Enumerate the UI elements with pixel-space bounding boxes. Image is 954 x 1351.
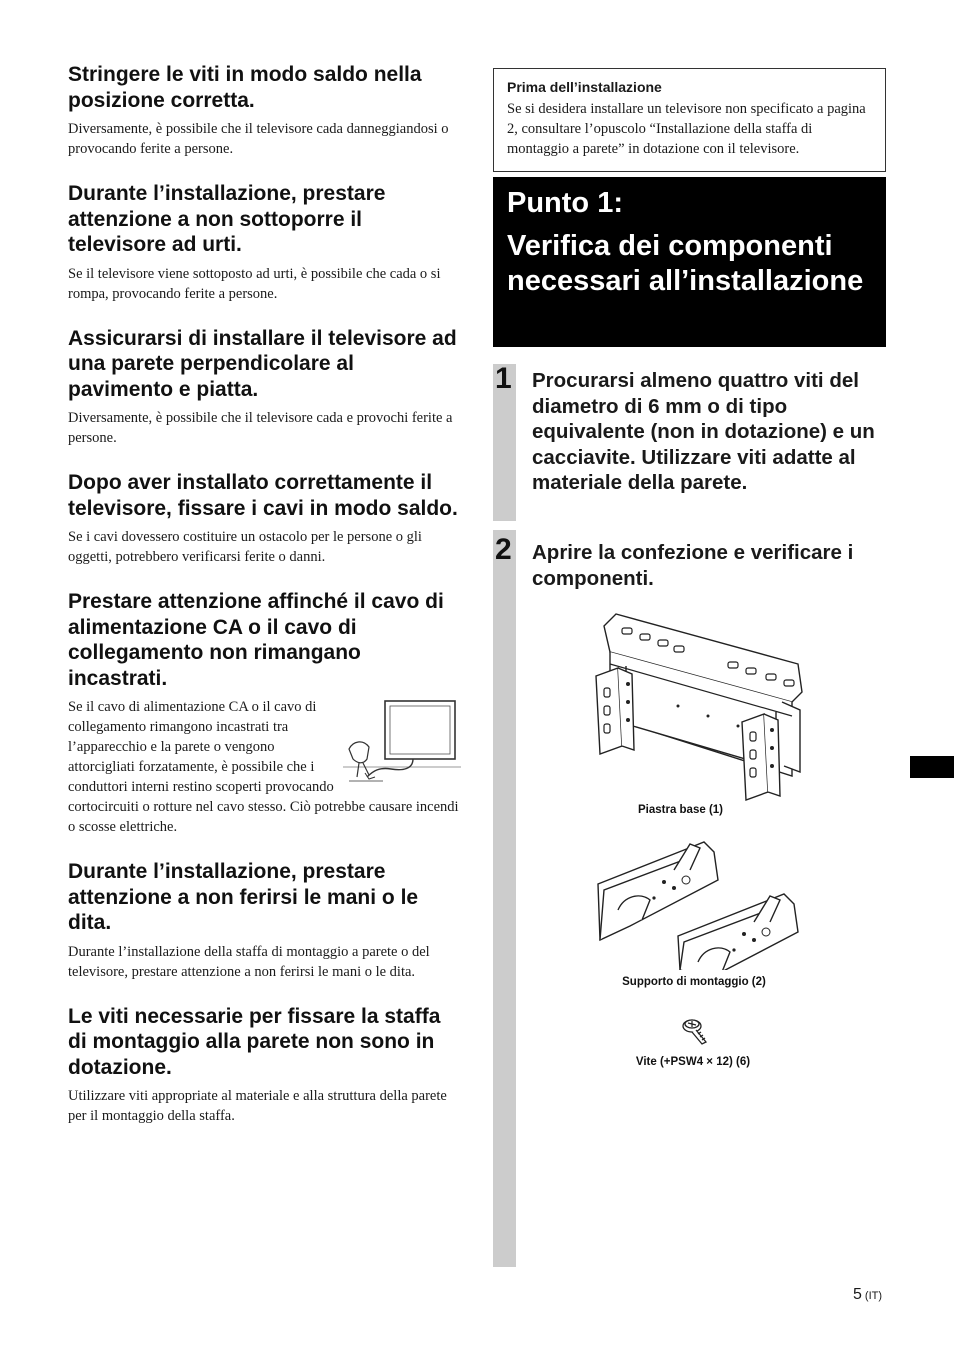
base-plate-illustration	[588, 606, 810, 802]
safety-section-1	[68, 62, 461, 159]
screws-caption: Vite (+PSW4 × 12) (6)	[635, 1056, 751, 1068]
step-1-number: 1	[495, 362, 512, 395]
step-heading-line2: Verifica dei componenti necessari all’installazione	[507, 230, 864, 297]
page-language: (IT)	[864, 1290, 883, 1302]
section-body: Se i cavi dovessero costituire un ostacolo per le persone o gli oggetti, potrebbero verificarsi ferite o danni.	[68, 529, 422, 565]
base-plate-caption: Piastra base (1)	[637, 804, 723, 816]
prep-note-box	[493, 68, 886, 172]
section-body: Utilizzare viti appropriate al materiale e alla struttura della parete per il montaggio della staffa.	[68, 1088, 447, 1124]
page-number-value: 5	[853, 1286, 862, 1303]
section-title: Dopo aver installato correttamente il televisore, fissare i cavi in modo saldo.	[68, 471, 458, 520]
screw-illustration	[680, 1016, 712, 1046]
safety-section-6	[68, 859, 461, 982]
section-title: Stringere le viti in modo saldo nella posizione corretta.	[68, 63, 422, 112]
step-heading-line1: Punto 1:	[507, 187, 623, 219]
language-tab-marker	[910, 756, 954, 778]
left-column	[68, 62, 461, 1148]
section-body: Se il televisore viene sottoposto ad urti, è possibile che cada o si rompa, provocando ferite a persone.	[68, 265, 441, 302]
section-body: Diversamente, è possibile che il televisore cada danneggiandosi o provocando ferite a persone.	[68, 121, 449, 157]
step-heading	[493, 177, 886, 347]
step-2-text: Aprire la confezione e verificare i componenti.	[532, 541, 854, 590]
section-title: Le viti necessarie per fissare la staffa di montaggio alla parete non sono in dotazione.	[68, 1004, 441, 1079]
step-2-bar	[493, 530, 516, 1267]
page-number	[853, 1286, 882, 1304]
tv-cable-illustration	[343, 697, 461, 791]
step-2-number: 2	[495, 533, 512, 566]
safety-section-2	[68, 181, 461, 304]
mount-support-caption: Supporto di montaggio (2)	[622, 976, 766, 988]
safety-section-7	[68, 1004, 461, 1127]
section-title: Durante l’installazione, prestare attenzione a non ferirsi le mani o le dita.	[68, 860, 419, 934]
safety-section-3	[68, 326, 461, 449]
mount-support-illustration	[594, 840, 804, 970]
section-body: Se il cavo di alimentazione CA o il cavo di collegamento rimangono incastrati tra l’apparecchio e la parete o vengono attorcigliati forzatamente, è possibile che i conduttori interni restino scoperti provocando cortocircuiti o rotture nel cavo stesso. Ciò potrebbe causare incendi o scosse elettriche.	[68, 699, 459, 835]
section-title: Assicurarsi di installare il televisore ad una parete perpendicolare al pavimento e piatta.	[68, 326, 457, 401]
section-body: Durante l’installazione della staffa di montaggio a parete o del televisore, prestare attenzione a non ferirsi le mani o le dita.	[68, 943, 430, 980]
section-body: Diversamente, è possibile che il televisore cada e provochi ferite a persone.	[68, 410, 453, 446]
prep-note-body: Se si desidera installare un televisore non specificato a pagina 2, consultare l’opuscolo “Installazione della staffa di montaggio a parete” in dotazione con il televisore.	[507, 101, 866, 157]
prep-note-title: Prima dell’installazione	[507, 79, 662, 95]
section-title: Prestare attenzione affinché il cavo di alimentazione CA o il cavo di collegamento non rimangano incastrati.	[68, 590, 444, 690]
safety-section-4	[68, 470, 461, 567]
section-title: Durante l’installazione, prestare attenzione a non sottoporre il televisore ad urti.	[68, 182, 386, 256]
step-1-text: Procurarsi almeno quattro viti del diametro di 6 mm o di tipo equivalente (non in dotazione) e un cacciavite. Utilizzare viti adatte al materiale della parete.	[532, 369, 875, 494]
safety-section-5	[68, 589, 461, 837]
